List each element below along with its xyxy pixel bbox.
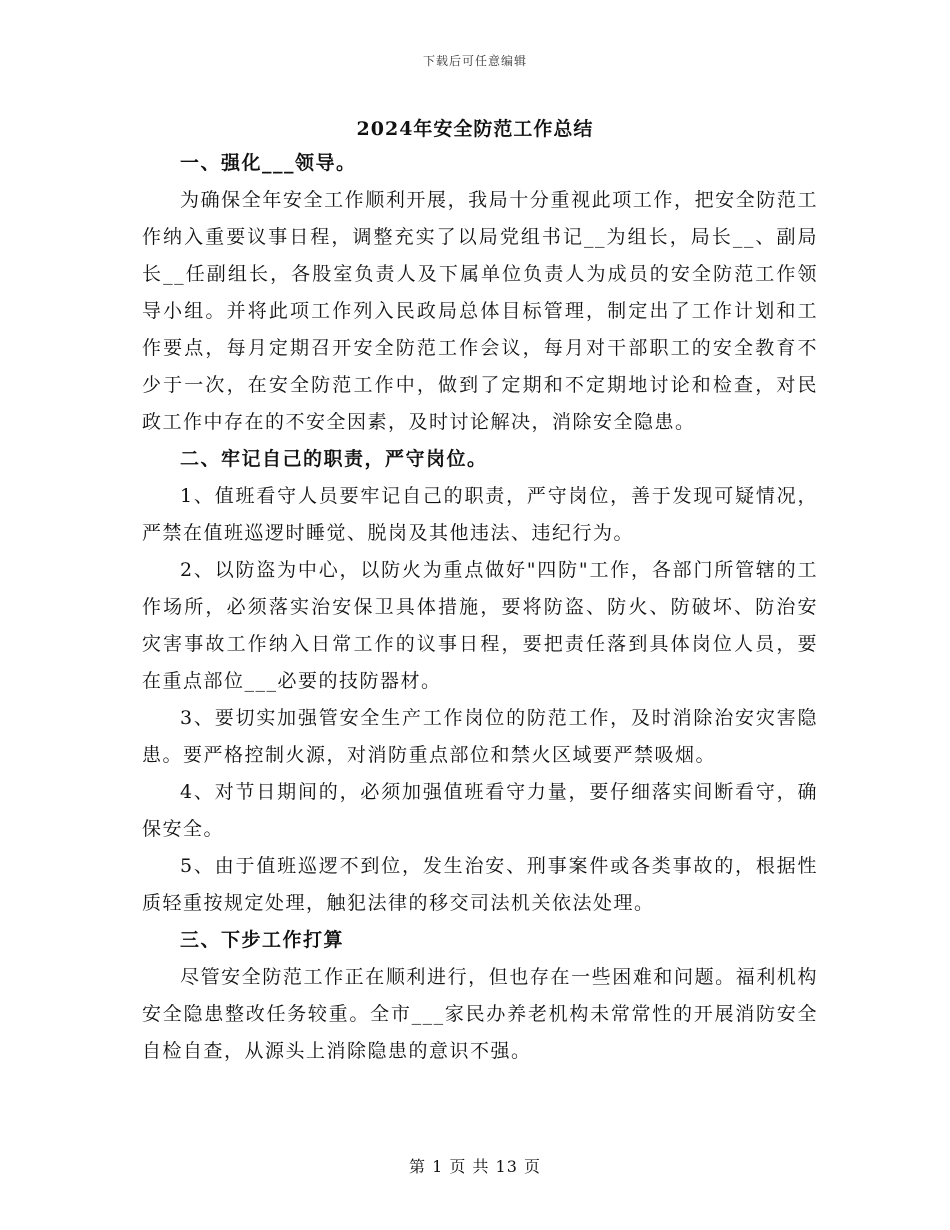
section-2-paragraph-2: 2、以防盗为中心，以防火为重点做好"四防"工作，各部门所管辖的工作场所，必须落实治安保卫具体措施，要将防盗、防火、防破坏、防治安灾害事故工作纳入日常工作的议事日程，要把责任落到具体岗位人员，要在重点部位___必要的技防器材。 [142, 559, 818, 692]
document-title: 2024年安全防范工作总结 [356, 118, 594, 140]
section-2-paragraph-3: 3、要切实加强管安全生产工作岗位的防范工作，及时消除治安灾害隐患。要严格控制火源，对消防重点部位和禁火区域要严禁吸烟。 [142, 707, 818, 766]
section-2-paragraph-4: 4、对节日期间的，必须加强值班看守力量，要仔细落实间断看守，确保安全。 [142, 781, 818, 840]
section-3-paragraph-1: 尽管安全防范工作正在顺利进行，但也存在一些困难和问题。福利机构安全隐患整改任务较重。全市___家民办养老机构未常常性的开展消防安全自检自查，从源头上消除隐患的意识不强。 [142, 966, 818, 1062]
section-heading-1: 一、强化___领导。 [180, 152, 357, 174]
page-number: 第 1 页 共 13 页 [409, 1157, 541, 1176]
section-heading-2: 二、牢记自己的职责，严守岗位。 [180, 448, 488, 470]
section-1-paragraph-1: 为确保全年安全工作顺利开展，我局十分重视此项工作，把安全防范工作纳入重要议事日程，调整充实了以局党组书记__为组长，局长__、副局长__任副组长，各股室负责人及下属单位负责人为成员的安全防范工作领导小组。并将此项工作列入民政局总体目标管理，制定出了工作计划和工作要点，每月定期召开安全防范工作会议，每月对干部职工的安全教育不少于一次，在安全防范工作中，做到了定期和不定期地讨论和检查，对民政工作中存在的不安全因素，及时讨论解决，消除安全隐患。 [142, 189, 818, 433]
download-note: 下载后可任意编辑 [422, 54, 527, 68]
section-2-paragraph-1: 1、值班看守人员要牢记自己的职责，严守岗位，善于发现可疑情况，严禁在值班巡逻时睡觉、脱岗及其他违法、违纪行为。 [142, 485, 818, 544]
document-body [142, 145, 818, 1070]
section-2-paragraph-5: 5、由于值班巡逻不到位，发生治安、刑事案件或各类事故的，根据性质轻重按规定处理，触犯法律的移交司法机关依法处理。 [142, 855, 818, 914]
section-heading-3: 三、下步工作打算 [180, 929, 345, 951]
